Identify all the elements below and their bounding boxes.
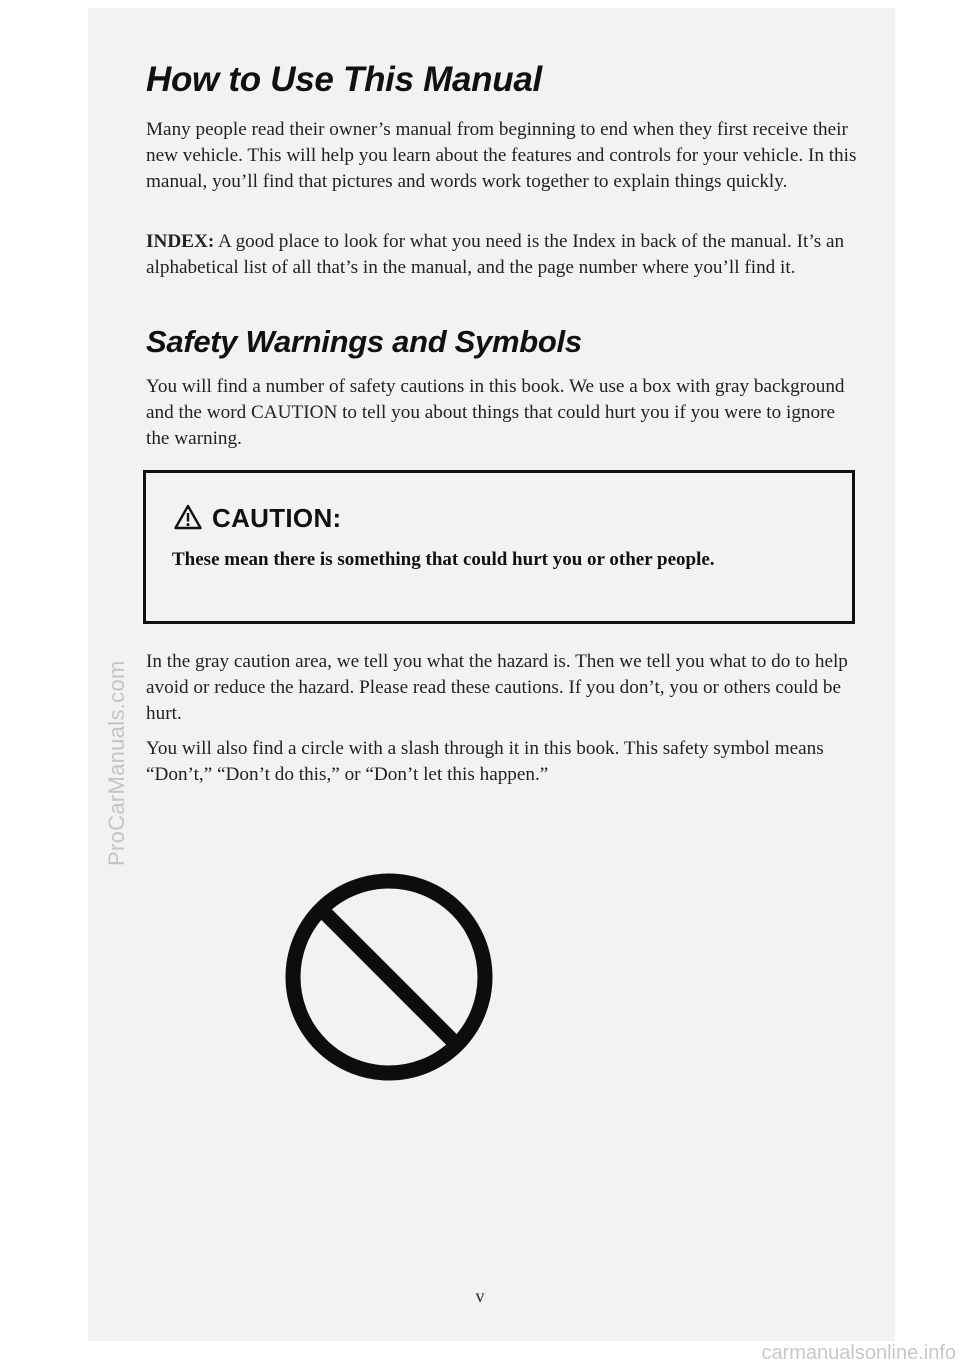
prohibition-circle-slash-icon bbox=[283, 870, 495, 1084]
caution-explanation-paragraph: In the gray caution area, we tell you what the hazard is. Then we tell you what to do to help avoid or reduce the hazard. Please read these cautions. If you don’t, you or others could be hurt. bbox=[146, 651, 848, 724]
index-label: INDEX: bbox=[146, 231, 215, 252]
side-watermark: ProCarManuals.com bbox=[104, 660, 129, 866]
caution-box bbox=[143, 470, 855, 624]
caution-heading bbox=[174, 503, 342, 534]
section-title-how-to-use: How to Use This Manual bbox=[146, 60, 542, 99]
safety-intro-paragraph: You will find a number of safety cautions in this book. We use a box with gray background and the word CAUTION to tell you about things that could hurt you if you were to ignore the warning. bbox=[146, 376, 845, 449]
warning-triangle-icon bbox=[174, 504, 202, 530]
symbol-explanation-paragraph: You will also find a circle with a slash through it in this book. This safety symbol means “Don’t,” “Don’t do this,” or “Don’t let this happen.” bbox=[146, 738, 824, 785]
caution-title: CAUTION: bbox=[212, 503, 342, 533]
page-number: v bbox=[475, 1286, 485, 1306]
section-title-safety: Safety Warnings and Symbols bbox=[146, 324, 582, 359]
caution-text: These mean there is something that could hurt you or other people. bbox=[172, 549, 715, 570]
intro-paragraph: Many people read their owner’s manual from beginning to end when they first receive their new vehicle. This will help you learn about the features and controls for your vehicle. In this manual, you’ll find that pictures and words work together to explain things quickly. bbox=[146, 119, 857, 192]
index-paragraph bbox=[146, 229, 862, 281]
index-text: A good place to look for what you need is the Index in back of the manual. It’s an alphabetical list of all that’s in the manual, and the page number where you’ll find it. bbox=[146, 231, 845, 278]
bottom-watermark: carmanualsonline.info bbox=[761, 1342, 956, 1364]
